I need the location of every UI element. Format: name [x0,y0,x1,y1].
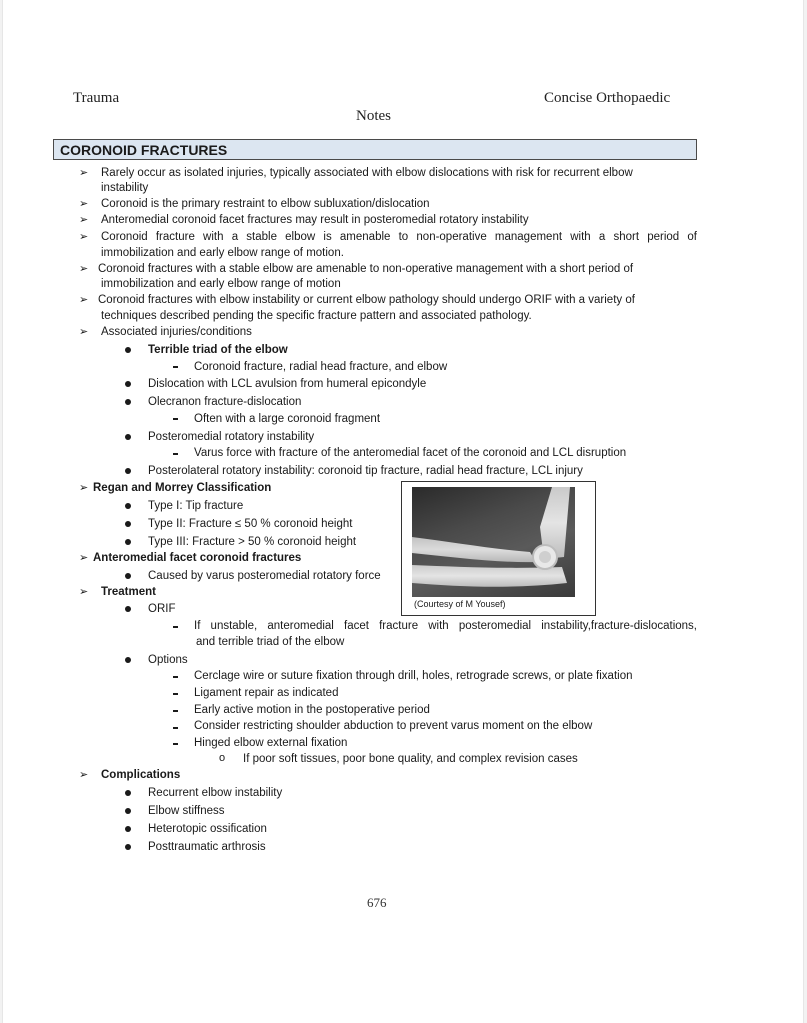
section-title-box [53,139,697,160]
bullet-dot-icon [125,521,131,527]
dash-bullet-icon [173,676,178,678]
complication-item: Recurrent elbow instability [148,787,283,799]
bullet-text-cont: immobilization and early elbow range of motion [101,278,341,290]
arrow-bullet-icon: ➢ [79,214,89,226]
dash-bullet-icon [173,418,178,420]
classification-type: Type I: Tip fracture [148,500,244,512]
arrow-bullet-icon: ➢ [79,482,89,494]
bullet-dot-icon [125,657,131,663]
complication-item: Elbow stiffness [148,805,225,817]
circle-bullet-icon: o [219,752,226,764]
bullet-dot-icon [125,790,131,796]
list-subitem: If unstable, anteromedial facet fracture with posteromedial instability,fracture-dislocations, [194,620,697,632]
figure-box [401,481,596,616]
bullet-dot-icon [125,539,131,545]
bullet-dot-icon [125,606,131,612]
bullet-text-cont: immobilization and early elbow range of motion. [101,247,344,259]
xray-illustration [412,487,575,597]
bullet-text: Associated injuries/conditions [101,326,252,338]
list-item: Olecranon fracture-dislocation [148,396,302,408]
complication-item: Posttraumatic arthrosis [148,841,266,853]
bullet-text-cont: techniques described pending the specific fracture pattern and associated pathology. [101,310,532,322]
bullet-dot-icon [125,844,131,850]
list-item: Posteromedial rotatory instability [148,431,315,443]
arrow-bullet-icon: ➢ [79,294,89,306]
bullet-text: Coronoid fracture with a stable elbow is amenable to non-operative management with a short period of [101,231,697,243]
elbow-xray-image [412,487,575,597]
anteromedial-title: Anteromedial facet coronoid fractures [93,552,302,564]
bullet-dot-icon [125,503,131,509]
bullet-text: Coronoid fractures with a stable elbow are amenable to non-operative management with a short period of [98,263,634,275]
bullet-text: Anteromedial coronoid facet fractures may result in posteromedial rotatory instability [101,214,529,226]
arrow-bullet-icon: ➢ [79,231,89,243]
dash-bullet-icon [173,743,178,745]
bullet-dot-icon [125,399,131,405]
arrow-bullet-icon: ➢ [79,552,89,564]
list-subitem: Often with a large coronoid fragment [194,413,381,425]
arrow-bullet-icon: ➢ [79,326,89,338]
list-subitem-cont: and terrible triad of the elbow [196,636,345,648]
dash-bullet-icon [173,727,178,729]
page-number: 676 [367,895,387,910]
running-header-left: Trauma [73,90,120,106]
bullet-text: Coronoid is the primary restraint to elbow subluxation/dislocation [101,198,430,210]
radial-head [539,551,551,563]
bullet-dot-icon [125,381,131,387]
list-item: Caused by varus posteromedial rotatory force [148,570,381,582]
option-item: Ligament repair as indicated [194,687,339,699]
bullet-dot-icon [125,808,131,814]
list-item-terrible-triad: Terrible triad of the elbow [148,344,288,356]
complications-title: Complications [101,769,181,781]
radius-bone [412,537,536,562]
arrow-bullet-icon: ➢ [79,198,89,210]
classification-type: Type II: Fracture ≤ 50 % coronoid height [148,518,353,530]
arrow-bullet-icon: ➢ [79,769,89,781]
bullet-dot-icon [125,573,131,579]
dash-bullet-icon [173,626,178,628]
option-item: Cerclage wire or suture fixation through drill, holes, retrograde screws, or plate fixation [194,670,633,682]
dash-bullet-icon [173,366,178,368]
bullet-dot-icon [125,347,131,353]
list-item-options: Options [148,654,188,666]
arrow-bullet-icon: ➢ [79,586,89,598]
treatment-title: Treatment [101,586,156,598]
classification-type: Type III: Fracture > 50 % coronoid height [148,536,357,548]
dash-bullet-icon [173,710,178,712]
running-header-center: Notes [356,108,391,124]
bullet-dot-icon [125,434,131,440]
list-item: Posterolateral rotatory instability: coronoid tip fracture, radial head fracture, LCL injury [148,465,583,477]
arrow-bullet-icon: ➢ [79,263,89,275]
bullet-text: Coronoid fractures with elbow instability or current elbow pathology should undergo ORIF with a variety of [98,294,635,306]
option-item: Consider restricting shoulder abduction to prevent varus moment on the elbow [194,720,593,732]
running-header-right: Concise Orthopaedic [544,90,671,106]
figure-caption: (Courtesy of M Yousef) [414,599,506,609]
dash-bullet-icon [173,453,178,455]
list-item: Dislocation with LCL avulsion from humeral epicondyle [148,378,427,390]
option-item: Hinged elbow external fixation [194,737,348,749]
list-item-orif: ORIF [148,603,176,615]
complication-item: Heterotopic ossification [148,823,267,835]
list-subitem: Coronoid fracture, radial head fracture, and elbow [194,361,448,373]
option-subitem: If poor soft tissues, poor bone quality, and complex revision cases [243,753,578,765]
arrow-bullet-icon: ➢ [79,167,89,179]
classification-title: Regan and Morrey Classification [93,482,272,494]
bullet-dot-icon [125,826,131,832]
dash-bullet-icon [173,693,178,695]
section-title: CORONOID FRACTURES [60,142,228,158]
list-subitem: Varus force with fracture of the anteromedial facet of the coronoid and LCL disruption [194,447,627,459]
option-item: Early active motion in the postoperative period [194,704,430,716]
bullet-text: Rarely occur as isolated injuries, typically associated with elbow dislocations with risk for recurrent elbow [101,167,633,179]
bullet-text-cont: instability [101,182,149,194]
bullet-dot-icon [125,468,131,474]
document-page [2,0,804,1023]
